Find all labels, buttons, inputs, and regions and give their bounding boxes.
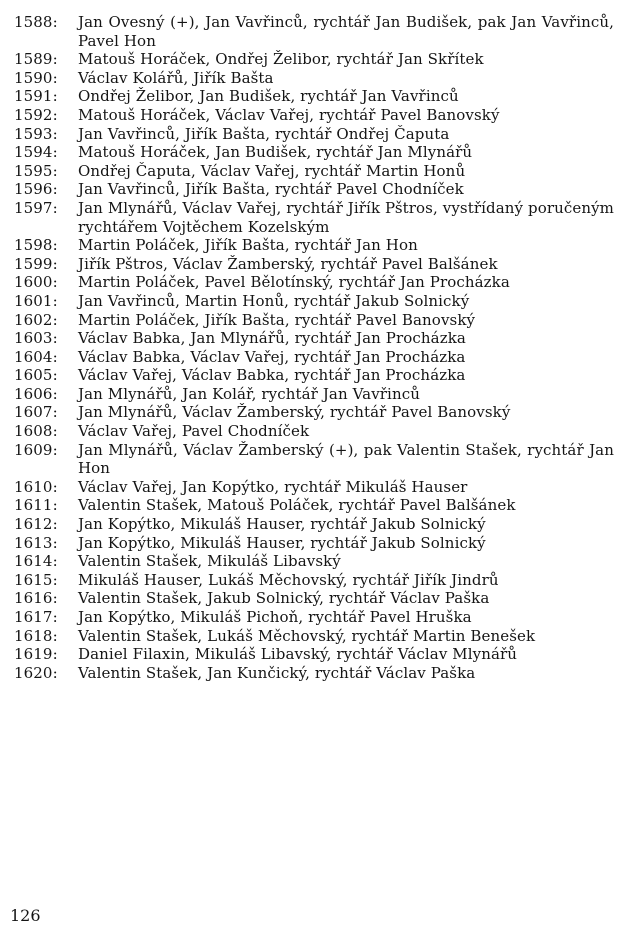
entry-text: Jan Vavřinců, Jiřík Bašta, rychtář Pavel Chodníček [78,180,464,199]
entry-text: Mikuláš Hauser, Lukáš Měchovský, rychtář Jiřík Jindrů [78,570,499,589]
entry-text: Martin Poláček, Pavel Bělotínský, rychtář Jan Procházka [78,273,510,292]
entry-row [10,664,620,683]
entry-list [10,13,620,682]
entry-row [10,69,620,88]
entry-text: Jan Ovesný (+), Jan Vavřinců, rychtář Jan Budišek, pak Jan Vavřinců, Pavel Hon [78,13,614,50]
entry-row [10,422,620,441]
entry-row [10,13,620,50]
entry-text: Jiřík Pštros, Václav Žamberský, rychtář Pavel Balšánek [78,254,498,273]
entry-year: 1620: [14,663,58,682]
entry-row [10,552,620,571]
entry-row [10,273,620,292]
entry-row [10,403,620,422]
entry-year: 1614: [14,552,58,571]
entry-text: Matouš Horáček, Jan Budišek, rychtář Jan Mlynářů [78,143,473,162]
entry-text: Jan Kopýtko, Mikuláš Pichoň, rychtář Pavel Hruška [78,608,472,626]
entry-row [10,627,620,646]
entry-year: 1596: [14,180,58,199]
entry-year: 1611: [14,496,58,515]
entry-year: 1589: [14,50,58,69]
entry-row [10,478,620,497]
entry-row [10,441,620,478]
entry-year: 1609: [14,440,58,459]
entry-year: 1607: [14,403,58,422]
entry-year: 1616: [14,589,58,608]
entry-year: 1608: [14,422,58,441]
entry-text: Ondřej Želibor, Jan Budišek, rychtář Jan Vavřinců [78,87,459,106]
entry-text: Jan Kopýtko, Mikuláš Hauser, rychtář Jakub Solnický [78,533,486,552]
entry-year: 1590: [14,68,58,87]
entry-text: Daniel Filaxin, Mikuláš Libavský, rychtář Václav Mlynářů [78,645,518,664]
entry-year: 1601: [14,291,58,310]
entry-year: 1615: [14,570,58,589]
entry-row [10,199,620,236]
entry-year: 1603: [14,329,58,348]
entry-text: Valentin Stašek, Jakub Solnický, rychtář Václav Paška [78,589,490,608]
entry-year: 1588: [14,13,58,31]
entry-text: Martin Poláček, Jiřík Bašta, rychtář Pavel Banovský [78,310,476,329]
entry-year: 1617: [14,608,58,626]
entry-year: 1618: [14,626,58,645]
entry-text: Matouš Horáček, Ondřej Želibor, rychtář Jan Skřítek [78,50,484,69]
entry-row [10,496,620,515]
entry-text: Martin Poláček, Jiřík Bašta, rychtář Jan Hon [78,236,418,255]
entry-year: 1591: [14,87,58,106]
entry-row [10,534,620,553]
entry-year: 1597: [14,198,58,217]
entry-text: Jan Kopýtko, Mikuláš Hauser, rychtář Jakub Solnický [78,515,486,534]
entry-row [10,571,620,590]
entry-year: 1604: [14,347,58,366]
entry-year: 1595: [14,161,58,180]
entry-year: 1598: [14,236,58,255]
entry-text: Jan Mlynářů, Václav Vařej, rychtář Jiřík Pštros, vystřídaný poručeným rychtářem Vojtěchem Kozelským [78,198,614,236]
entry-year: 1592: [14,105,58,124]
entry-year: 1593: [14,124,58,143]
entry-row [10,311,620,330]
entry-row [10,645,620,664]
entry-row [10,589,620,608]
entry-text: Valentin Stašek, Mikuláš Libavský [78,552,341,571]
entry-year: 1610: [14,477,58,496]
entry-row [10,180,620,199]
entry-year: 1600: [14,273,58,292]
entry-row [10,143,620,162]
entry-text: Václav Babka, Jan Mlynářů, rychtář Jan Procházka [78,329,466,348]
entry-text: Ondřej Čaputa, Václav Vařej, rychtář Martin Honů [78,161,466,180]
entry-text: Václav Vařej, Pavel Chodníček [78,422,310,441]
entry-text: Jan Vavřinců, Martin Honů, rychtář Jakub Solnický [78,291,470,310]
entry-text: Jan Mlynářů, Václav Žamberský, rychtář Pavel Banovský [78,403,511,422]
entry-row [10,608,620,627]
entry-text: Matouš Horáček, Václav Vařej, rychtář Pavel Banovský [78,105,500,124]
entry-year: 1599: [14,254,58,273]
entry-text: Václav Kolářů, Jiřík Bašta [78,68,274,87]
entry-row [10,348,620,367]
entry-row [10,255,620,274]
entry-row [10,87,620,106]
entry-year: 1605: [14,366,58,385]
entry-text: Václav Vařej, Jan Kopýtko, rychtář Mikuláš Hauser [78,477,468,496]
entry-year: 1612: [14,515,58,534]
entry-row [10,329,620,348]
entry-year: 1602: [14,310,58,329]
entry-text: Jan Mlynářů, Václav Žamberský (+), pak Valentin Stašek, rychtář Jan Hon [78,440,614,478]
entry-row [10,515,620,534]
entry-text: Valentin Stašek, Lukáš Měchovský, rychtář Martin Benešek [78,626,536,645]
entry-row [10,106,620,125]
entry-text: Jan Mlynářů, Jan Kolář, rychtář Jan Vavřinců [78,384,420,403]
page-number: 126 [10,906,41,925]
entry-row [10,385,620,404]
entry-row [10,366,620,385]
entry-row [10,125,620,144]
entry-text: Václav Vařej, Václav Babka, rychtář Jan Procházka [78,366,466,385]
entry-row [10,292,620,311]
entry-year: 1594: [14,143,58,162]
entry-year: 1619: [14,645,58,664]
entry-row [10,50,620,69]
entry-text: Valentin Stašek, Matouš Poláček, rychtář Pavel Balšánek [78,496,516,515]
entry-year: 1613: [14,533,58,552]
entry-text: Valentin Stašek, Jan Kunčický, rychtář Václav Paška [78,663,476,682]
entry-text: Jan Vavřinců, Jiřík Bašta, rychtář Ondřej Čaputa [78,124,450,143]
entry-row [10,236,620,255]
entry-row [10,162,620,181]
entry-text: Václav Babka, Václav Vařej, rychtář Jan Procházka [78,347,466,366]
entry-year: 1606: [14,384,58,403]
